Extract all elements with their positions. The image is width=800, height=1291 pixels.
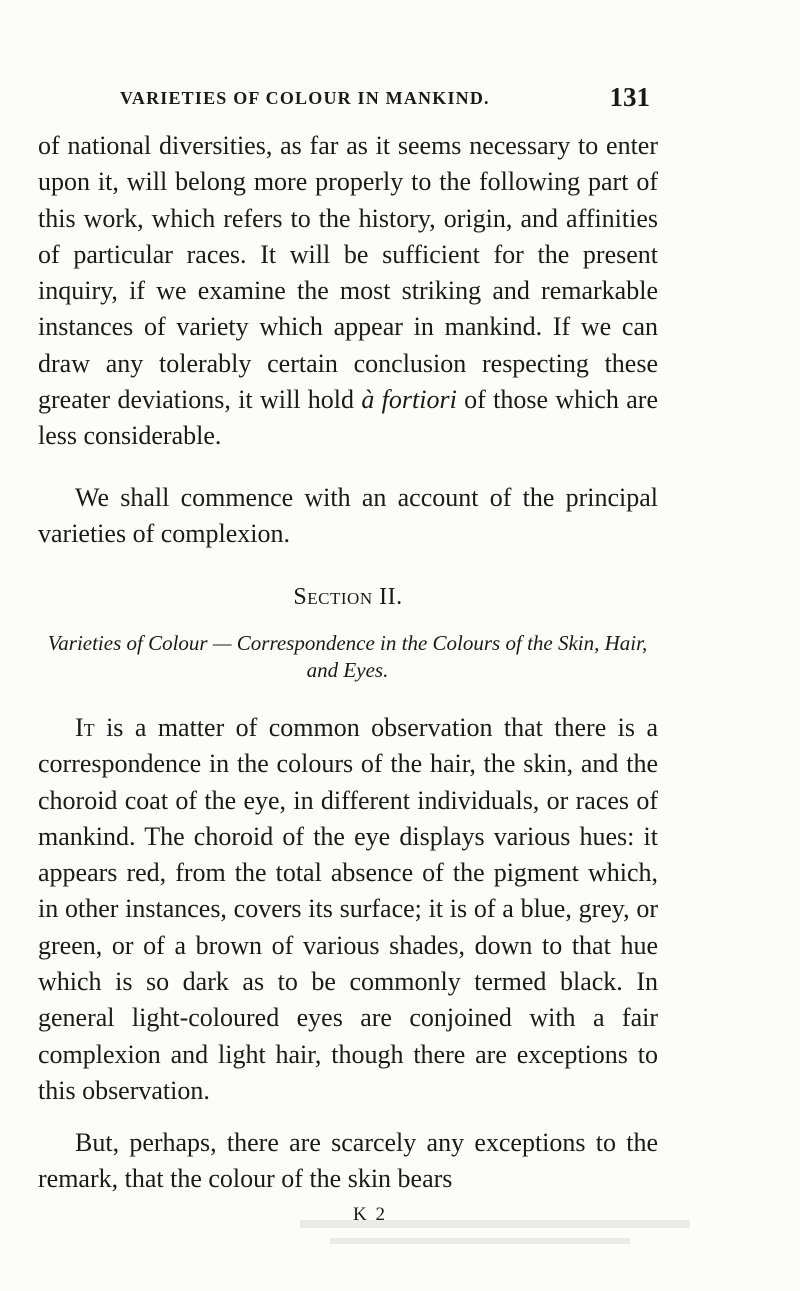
signature-mark: K 2 bbox=[353, 1204, 387, 1225]
running-title: VARIETIES OF COLOUR IN MANKIND. bbox=[120, 88, 490, 108]
paragraph-3-dropcap: It bbox=[75, 713, 95, 742]
paragraph-4 bbox=[38, 1125, 658, 1198]
paragraph-1-text: of national diversities, as far as it seems necessary to enter upon it, will belong more properly to the following part of this work, which refers to the history, origin, and affinities of particular races. It will be sufficient for the present inquiry, if we examine the most striking and remarkable instances of variety which appear in mankind. If we can draw any tolerably certain conclusion respecting these greater deviations, it will hold bbox=[38, 131, 658, 415]
paragraph-4-text: But, perhaps, there are scarcely any exceptions to the remark, that the colour of the skin bears bbox=[38, 1128, 658, 1194]
paragraph-2 bbox=[38, 480, 658, 553]
page-number: 131 bbox=[609, 82, 650, 112]
paragraph-1-italic: à fortiori bbox=[361, 385, 457, 415]
section-subheading: Varieties of Colour — Correspondence in the Colours of the Skin, Hair, and Eyes. bbox=[47, 631, 648, 682]
paragraph-3 bbox=[38, 710, 658, 1109]
section-heading: Section II. bbox=[293, 584, 403, 610]
paragraph-1-end: of those which are less considerable. bbox=[38, 385, 658, 451]
bleed-through-shading bbox=[300, 1210, 690, 1250]
paragraph-1 bbox=[38, 128, 658, 455]
page-header bbox=[120, 84, 650, 112]
paragraph-2-text: We shall commence with an account of the principal varieties of complexion. bbox=[38, 483, 658, 549]
paragraph-3-text: is a matter of common observation that there is a correspondence in the colours of the hair, the skin, and the choroid coat of the eye, in different individuals, or races of mankind. The choroid of the eye displays various hues: it appears red, from the total absence of the pigment which, in other instances, covers its surface; it is of a blue, grey, or green, or of a brown of various shades, down to that hue which is so dark as to be commonly termed black. In general light-coloured eyes are conjoined with a fair complexion and light hair, though there are exceptions to this observation. bbox=[38, 713, 658, 1105]
